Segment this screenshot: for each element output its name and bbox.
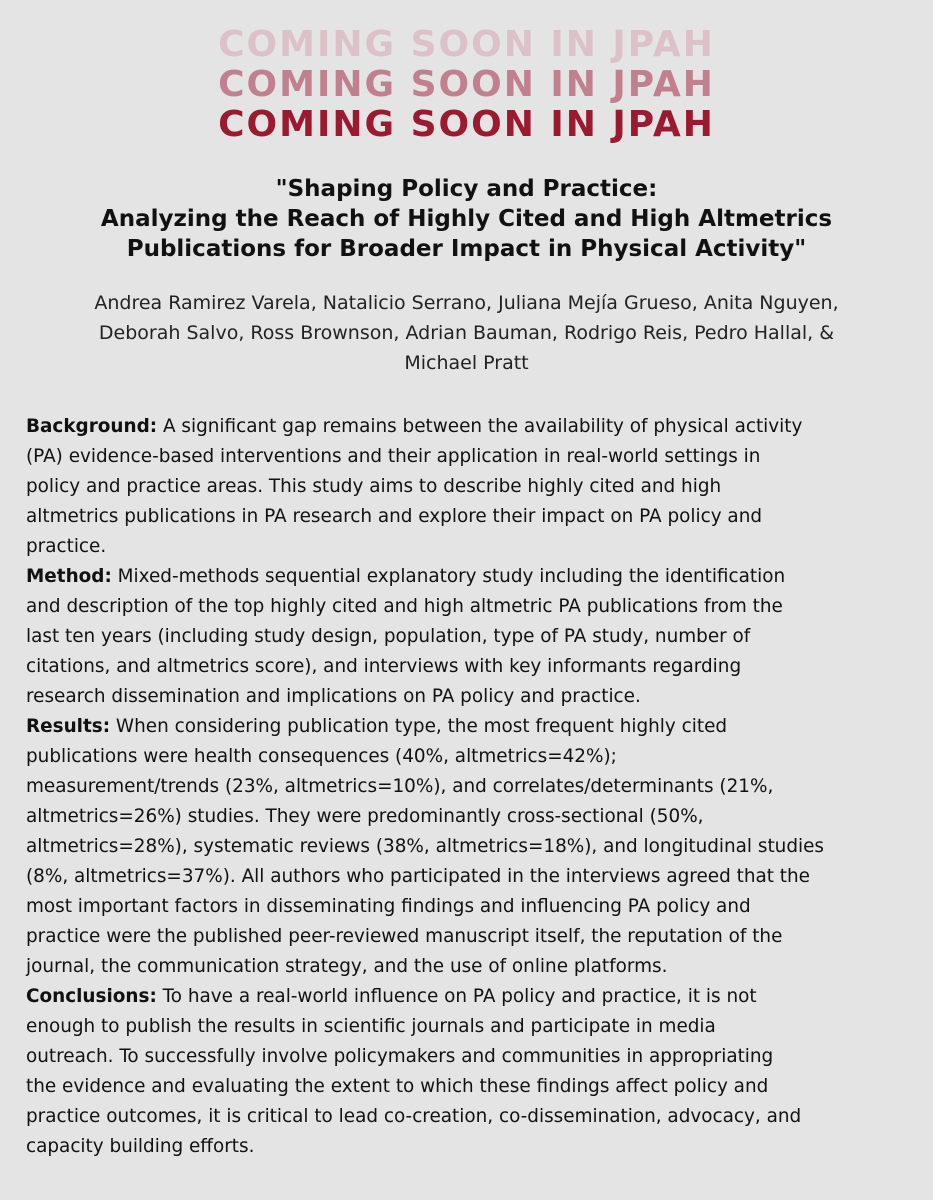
abstract-line: and description of the top highly cited and high altmetric PA publications from the — [26, 596, 783, 617]
author-line: Andrea Ramirez Varela, Natalicio Serrano, Juliana Mejía Grueso, Anita Nguyen, — [94, 292, 839, 314]
results-label: Results: — [26, 716, 111, 737]
abstract-line: citations, and altmetrics score), and interviews with key informants regarding — [26, 656, 742, 677]
conclusions-text: To have a real-world influence on PA policy and practice, it is not — [156, 986, 757, 1007]
abstract-line: altmetrics publications in PA research and explore their impact on PA policy and — [26, 506, 763, 527]
abstract — [26, 412, 916, 1162]
title-line: Analyzing the Reach of Highly Cited and High Altmetrics — [100, 206, 833, 232]
abstract-line: altmetrics=28%), systematic reviews (38%, altmetrics=18%), and longitudinal studies — [26, 836, 825, 857]
banner-heading-main: COMING SOON IN JPAH — [218, 104, 715, 145]
abstract-line: research dissemination and implications on PA policy and practice. — [26, 686, 641, 707]
abstract-line: most important factors in disseminating findings and influencing PA policy and — [26, 896, 751, 917]
conclusions-section — [26, 982, 916, 1162]
author-line: Deborah Salvo, Ross Brownson, Adrian Bauman, Rodrigo Reis, Pedro Hallal, & — [98, 322, 835, 344]
title-line: Publications for Broader Impact in Physical Activity" — [126, 236, 807, 262]
title-line: "Shaping Policy and Practice: — [275, 176, 658, 202]
abstract-line: measurement/trends (23%, altmetrics=10%), and correlates/determinants (21%, — [26, 776, 774, 797]
results-section — [26, 712, 916, 982]
author-line: Michael Pratt — [404, 352, 529, 374]
author-list — [20, 288, 913, 378]
background-label: Background: — [26, 416, 158, 437]
abstract-line: policy and practice areas. This study aims to describe highly cited and high — [26, 476, 722, 497]
abstract-line: outreach. To successfully involve policymakers and communities in appropriating — [26, 1046, 774, 1067]
abstract-line: capacity building efforts. — [26, 1136, 255, 1157]
abstract-line — [26, 982, 916, 1012]
abstract-line: practice were the published peer-reviewed manuscript itself, the reputation of the — [26, 926, 783, 947]
method-text: Mixed-methods sequential explanatory study including the identification — [111, 566, 786, 587]
banner-heading-medium: COMING SOON IN JPAH — [218, 64, 715, 105]
abstract-line: publications were health consequences (40%, altmetrics=42%); — [26, 746, 617, 767]
abstract-line: journal, the communication strategy, and the use of online platforms. — [26, 956, 668, 977]
abstract-line — [26, 562, 916, 592]
method-section — [26, 562, 916, 712]
background-text: A significant gap remains between the availability of physical activity — [157, 416, 803, 437]
results-text: When considering publication type, the most frequent highly cited — [110, 716, 728, 737]
abstract-line: (8%, altmetrics=37%). All authors who participated in the interviews agreed that the — [26, 866, 810, 887]
abstract-line: practice outcomes, it is critical to lead co-creation, co-dissemination, advocacy, and — [26, 1106, 802, 1127]
background-section — [26, 412, 916, 562]
abstract-line: last ten years (including study design, population, type of PA study, number of — [26, 626, 751, 647]
abstract-line: altmetrics=26%) studies. They were predominantly cross-sectional (50%, — [26, 806, 704, 827]
abstract-line: the evidence and evaluating the extent to which these findings affect policy and — [26, 1076, 769, 1097]
conclusions-label: Conclusions: — [26, 986, 157, 1007]
abstract-line: (PA) evidence-based interventions and their application in real-world settings in — [26, 446, 761, 467]
abstract-line — [26, 412, 916, 442]
abstract-line — [26, 712, 916, 742]
method-label: Method: — [26, 566, 112, 587]
abstract-line: practice. — [26, 536, 107, 557]
article-title — [30, 174, 903, 264]
abstract-line: enough to publish the results in scientific journals and participate in media — [26, 1016, 716, 1037]
banner-heading-faded: COMING SOON IN JPAH — [218, 24, 715, 65]
